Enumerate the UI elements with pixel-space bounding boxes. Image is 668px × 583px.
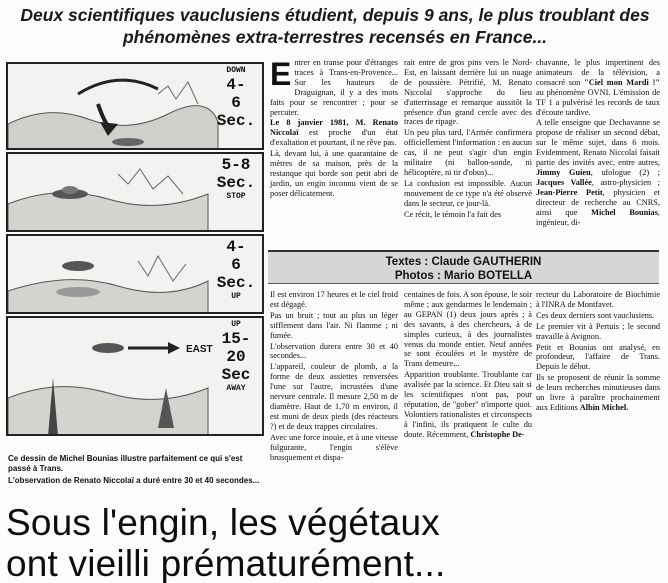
headline-line-2: ont vieilli prématurément... bbox=[6, 543, 446, 583]
illustration-caption bbox=[8, 454, 263, 486]
caption-line-2: L'observation de Renato Niccolaï a duré entre 30 et 40 secondes... bbox=[8, 476, 260, 485]
column-2-bottom: centaines de fois. A son épouse, le soir même ; aux gendarmes le lendemain ; au GEPAN (1) deux jours après ; à des savants, à des chercheurs, à de simples curieux, à des journalistes venus du monde entier. Neuf années se sont écoulées et le mystère de Trans demeure... Apparition troublante. Troublante car avalisée par la science. Et Dieu sait si les scientifiques n'ont pas, pour réputation, de "gober" n'importe quoi. Volontiers rationalistes et circonspects à l'infini, ils pratiquent le culte du doute. Récemment, Christophe De- bbox=[404, 290, 532, 439]
panel-1-timing: DOWN 4- 6 Sec. bbox=[216, 66, 256, 130]
illustration-panel-1 bbox=[6, 62, 264, 150]
panel-2-timing: 5-8 Sec. STOP bbox=[216, 156, 256, 201]
main-headline bbox=[6, 502, 666, 583]
panel-3-timing: 4- 6 Sec. UP bbox=[216, 238, 256, 301]
credits-box bbox=[268, 250, 659, 284]
column-3-top: chavanne, le plus impertinent des animateurs de la télévision, a consacré son "Ciel mon Mardi !" au phénomène OVNI. L'émission de TF 1 a pulvérisé les records de taux d'écoute tardive. A telle enseigne que Dechavanne se propose de réaliser un second débat, sur le même sujet, dans 6 mois. Evidemment, Renato Niccolaï faisait partie des invités avec, entre autres, Jimmy Guieu, ufologue (2) ; Jacques Vallée, astro-physicien ; Jean-Pierre Petit, physicien et directeur de recherche au CNRS, ainsi que Michel Bounias, ingénieur, di- bbox=[536, 58, 660, 227]
caption-line-1: Ce dessin de Michel Bounias illustre parfaitement ce qui s'est passé à Trans. bbox=[8, 454, 243, 473]
illustration-panel-4 bbox=[6, 316, 264, 436]
credits-texts: Textes : Claude GAUTHERIN bbox=[385, 256, 542, 268]
column-3-bottom: recteur du Laboratoire de Biochimie à l'INRA de Montfavet. Ces deux derniers sont vauclusiens. Le premier vit à Pertuis ; le second travaille à Avignon. Petit et Bounias ont analysé, en profondeur, l'affaire de Trans. Depuis le début. Ils se proposent de réunir la somme de leurs recherches minutieuses dans un livre à paraître prochainement aux Editions Albin Michel. bbox=[536, 290, 660, 412]
headline-line-1: Sous l'engin, les végétaux bbox=[6, 502, 440, 543]
column-1-bottom: Il est environ 17 heures et le ciel froid est dégagé. Pas un bruit ; tout au plus un léger sifflement dans l'air. Ni flamme ; ni fumée. L'observation durera entre 30 et 40 secondes... L'appareil, couleur de plomb, a la forme de deux assiettes renversées l'une sur l'autre, incrustées d'une nervure centrale. Il mesure 2,50 m de diamètre. Haut de 1,70 m environ, il est muni de deux pieds (des réacteurs ?) et de deux trappes circulaires. Avec une force inouïe, et à une vitesse fulgurante, l'engin s'élève brusquement et dispa- bbox=[270, 290, 398, 462]
drop-cap: E bbox=[270, 56, 292, 92]
kicker-headline: Deux scientifiques vauclusiens étudient, depuis 9 ans, le plus troublant des phénomènes extra-terrestres recensés en France... bbox=[20, 5, 650, 47]
column-2-top: rait entre de gros pins vers le Nord-Est, en laissant derrière lui un nuage de poussière. Pétrifié, M. Renato Niccolaï s'approche du lieu d'atterrissage et remarque aussitôt la présence d'un grand cercle avec des traces de ripage. Un peu plus tard, l'Armée confirmera officiellement l'information : en aucun cas, il ne peut s'agir d'un engin militaire (ni ballon-sonde, ni hélicoptère, ni tir d'obus)... La confusion est impossible. Aucun mouvement de ce type n'a été observé dans le secteur, ce jour-là. Ce récit, le témoin l'a fait des bbox=[404, 58, 532, 219]
east-label: EAST bbox=[186, 344, 213, 355]
panel-4-timing: UP 15- 20 Sec AWAY bbox=[221, 320, 251, 393]
illustration-panel-2 bbox=[6, 152, 264, 232]
column-1-top: Entrer en transe pour d'étranges traces à Trans-en-Provence... Sur les hauteurs de Draguignan, il y a des mots faits pour se rencontrer ; pour se percuter. Le 8 janvier 1981, M. Renato Niccolaï est proche d'un état d'exaltation et pourtant, il ne rêve pas. Là, devant lui, à une quarantaine de mètres de sa maison, près de la restanque qui borde son petit abri de jardin, un engin inconnu vient de se poser délicatement. bbox=[270, 56, 398, 198]
illustration-panel-3 bbox=[6, 234, 264, 314]
credits-photos: Photos : Mario BOTELLA bbox=[394, 270, 533, 282]
